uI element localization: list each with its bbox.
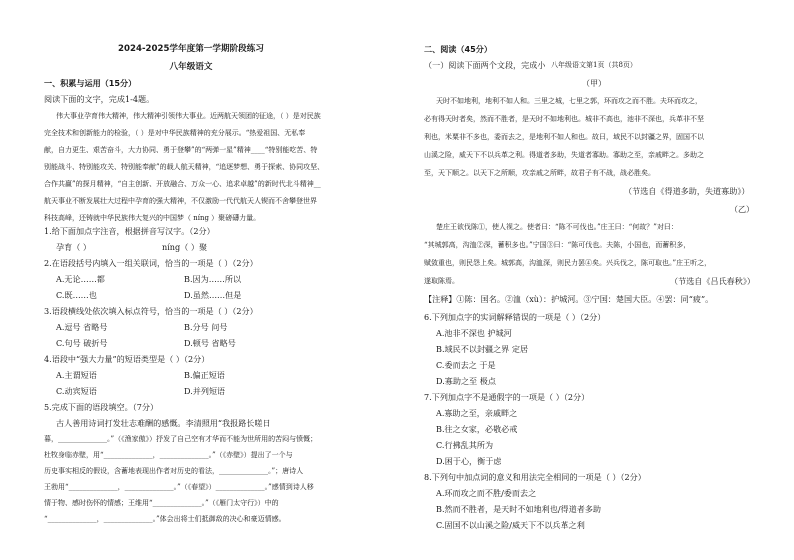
passage-line: 航天事业不断发展壮大过程中孕育的强大精神，不仅激励一代代航天人锲而不舍攀登世界 xyxy=(44,197,317,205)
source-note: （节选自《吕氏春秋》） xyxy=(670,276,755,286)
passage-line: “______________，______________。”体会出将士们抵御敌的决心和豪迈情感。 xyxy=(44,515,286,523)
passage-line: 杜牧身临赤壁，用“______________，______________。”（《赤壁》）提出了一个与 xyxy=(44,451,293,459)
option: C.句号 破折号 xyxy=(56,338,108,348)
passage-line: 合作共赢”的探月精神，“自主创新、开放融合、万众一心、追求卓越”的新时代北斗精神__ xyxy=(44,180,321,188)
passage-line: 遂取陈焉。 xyxy=(424,277,459,285)
q1-blank-a: 孕育（ ） xyxy=(56,242,91,252)
option: D.顿号 省略号 xyxy=(184,338,236,348)
option: A.环而攻之而不胜/委而去之 xyxy=(436,488,537,498)
passage-line: 历史事实相反的假设，含蓄地表现出作者对历史的看法，______________。”；唐诗人 xyxy=(44,467,304,475)
passage-line: 暮，______________。”（《渔家傲》）抒发了自己空有才华而不能为世所用的苦闷与愤慨； xyxy=(44,435,318,443)
exam-title: 2024-2025学年度第一学期阶段练习 xyxy=(118,44,264,54)
question-4: 4.语段中“强大力量”的短语类型是（ ）（2分） xyxy=(44,354,210,364)
option: D.寡助之至 极点 xyxy=(436,376,496,386)
exam-subtitle: 八年级语文 xyxy=(169,62,213,72)
passage-label-yi: （乙） xyxy=(729,204,755,214)
passage-line: 古人善用诗词打发壮志难酬的感慨。李清照用“我报路长嗟日 xyxy=(56,418,271,428)
question-2: 2.在语段括号内填入一组关联词，恰当的一项是（ ）（2分） xyxy=(44,258,258,268)
option: A.寡助之至，亲戚畔之 xyxy=(436,408,518,418)
option: A.主谓短语 xyxy=(56,370,97,380)
page-header-note: 八年级语文第1页（共8页） xyxy=(551,61,637,69)
option: B.域民不以封疆之界 定居 xyxy=(436,344,529,354)
option: D.并列短语 xyxy=(184,386,226,396)
option: C.动宾短语 xyxy=(56,386,97,396)
instruction: 阅读下面的文字，完成1-4题。 xyxy=(44,94,155,104)
option: C.委而去之 于是 xyxy=(436,360,496,370)
question-1: 1.给下面加点字注音，根据拼音写汉字。（2分） xyxy=(44,226,215,236)
option: B.偏正短语 xyxy=(184,370,225,380)
question-8: 8.下列句中加点词的意义和用法完全相同的一项是（ ）（2分） xyxy=(424,472,646,482)
passage-line: 山溪之险，威天下不以兵革之利。得道者多助，失道者寡助。寡助之至，亲戚畔之。多助之 xyxy=(424,151,704,159)
passage-line: 完全技术和创新能力的检验，（ ）是对中华民族精神的充分展示。“热爱祖国、无私奉 xyxy=(44,129,306,137)
section-heading: 一、积累与运用（15分） xyxy=(44,78,137,88)
passage-line: 别能战斗、特别能攻关、特别能奉献”的载人航天精神，“追逐梦想、勇于探索、协同攻坚、 xyxy=(44,163,325,171)
option: D.虽然……但是 xyxy=(184,290,242,300)
passage-line: 天时不如地利，地利不如人和。三里之城，七里之郭，环而攻之而不胜。夫环而攻之， xyxy=(436,97,702,105)
passage-line: 至，天下顺之。以天下之所顺，攻亲戚之所畔，故君子有不战，战必胜矣。 xyxy=(424,169,655,177)
passage-line: “其城郭高，沟洫②深，蓄积多也。”宁国③曰：“陈可伐也。夫陈，小国也，而蓄积多， xyxy=(424,241,691,249)
section-heading: 二、阅读（45分） xyxy=(424,44,492,54)
option: A.池非不深也 护城河 xyxy=(436,328,512,338)
option: C.既……也 xyxy=(56,290,97,300)
source-note: （节选自《得道多助，失道寡助》） xyxy=(624,186,750,196)
question-7: 7.下列加点字不是通假字的一项是（ ）（2分） xyxy=(424,392,590,402)
passage-line: 楚庄王欲伐陈①，使人视之。使者曰：“陈不可伐也。”庄王曰：“何故？”对曰： xyxy=(436,223,678,231)
question-5: 5.完成下面的语段填空。（7分） xyxy=(44,402,159,412)
option: D.困于心，衡于虑 xyxy=(436,456,502,466)
passage-label-jia: （甲） xyxy=(581,78,607,88)
option: B.往之女家，必敬必戒 xyxy=(436,424,518,434)
annotation-notes: 【注释】①陈：国名。②洫（xù）：护城河。③宁国：楚国大臣。④罢：同“疲”。 xyxy=(424,294,714,304)
sub-heading: （一）阅读下面两个文段，完成小 xyxy=(424,60,546,70)
question-3: 3.语段横线处依次填入标点符号，恰当的一项是（ ）（2分） xyxy=(44,306,258,316)
passage-line: 科技高峰，还铸就中华民族伟大复兴的中国梦（ níng ）聚磅礴力量。 xyxy=(44,214,261,222)
option: B.分号 问号 xyxy=(184,322,228,332)
option: B.然而不胜者，是天时不如地利也/得道者多助 xyxy=(436,504,602,514)
passage-line: 王勃用“______________，______________。”（《春望》）______________。”感情到诗人移 xyxy=(44,483,314,491)
q1-blank-b: níng（ ）聚 xyxy=(162,242,208,252)
option: C.行拂乱其所为 xyxy=(436,440,494,450)
passage-line: 献，自力更生、艰苦奋斗，大力协同、勇于登攀”的“两弹一星”精神____“特别能吃苦、特 xyxy=(44,146,318,154)
passage-line: 伟大事业孕育伟大精神，伟大精神引领伟大事业。近两航天领团的征途，（ ）是对民族 xyxy=(56,112,321,120)
option: B.因为……所以 xyxy=(184,274,242,284)
passage-line: 必有得天时者矣，然而不胜者，是天时不如地利也。城非不高也，池非不深也，兵革非不坚 xyxy=(424,115,704,123)
question-6: 6.下列加点字的实词解释错误的一项是（ ）（2分） xyxy=(424,312,606,322)
option: C.固国不以山溪之险/威天下不以兵革之利 xyxy=(436,520,585,530)
option: A.无论……都 xyxy=(56,274,105,284)
passage-line: 情于物、感时伤怀的情感；王维用“______________。”（《雁门太守行》）中的 xyxy=(44,499,279,507)
passage-line: 利也，米粟非不多也，委而去之，是地利不如人和也。故曰，域民不以封疆之界，固国不以 xyxy=(424,133,704,141)
passage-line: 赋敛重也，则民怨上矣。城郭高，沟洫深，则民力罢④矣。兴兵伐之，陈可取也。”庄王听之， xyxy=(424,259,712,267)
option: A.逗号 省略号 xyxy=(56,322,108,332)
